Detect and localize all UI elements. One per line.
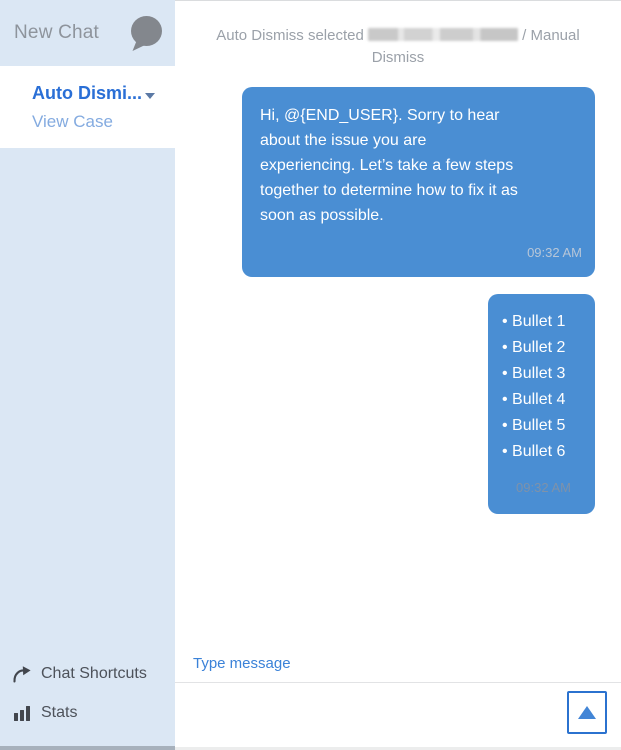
sidebar	[0, 0, 175, 750]
sidebar-item-chat-shortcuts[interactable]	[12, 665, 167, 683]
bullet-item: • Bullet 5	[502, 413, 585, 439]
bullet-item: • Bullet 2	[502, 335, 585, 361]
chat-bubble-icon	[129, 15, 163, 52]
up-triangle-icon	[578, 706, 596, 719]
send-row	[175, 683, 621, 747]
composer	[175, 643, 621, 747]
send-button[interactable]	[567, 691, 607, 734]
message-timestamp: 09:32 AM	[516, 480, 571, 495]
conversation-title-label: Auto Dismi...	[32, 83, 143, 103]
sidebar-item-label: Chat Shortcuts	[41, 665, 147, 682]
redacted-text	[368, 28, 518, 41]
bullet-item: • Bullet 1	[502, 309, 585, 335]
message-bubble-bullets	[488, 294, 595, 514]
message-line: together to determine how to fix it as	[260, 182, 518, 199]
sidebar-panel	[0, 148, 175, 750]
bar-chart-icon	[12, 706, 34, 721]
bullet-item: • Bullet 4	[502, 387, 585, 413]
conversation-title-dropdown[interactable]	[32, 83, 169, 104]
message-bubble-text	[242, 87, 595, 277]
new-chat-button[interactable]	[0, 0, 175, 66]
message-line: Hi, @{END_USER}. Sorry to hear	[260, 107, 500, 124]
message-list	[175, 69, 621, 643]
conversation-block	[0, 66, 175, 148]
chat-header-suffix: / Manual Dismiss	[371, 27, 580, 66]
bullet-item: • Bullet 6	[502, 439, 585, 465]
message-line: about the issue you are	[260, 132, 427, 149]
sidebar-item-label: Stats	[41, 704, 78, 721]
message-line: experiencing. Let’s take a few steps	[260, 157, 514, 174]
message-timestamp: 09:32 AM	[527, 245, 582, 260]
chat-header	[175, 1, 621, 69]
message-line: soon as possible.	[260, 207, 384, 224]
chat-header-prefix: Auto Dismiss selected	[216, 27, 364, 44]
message-input[interactable]	[193, 655, 609, 672]
bullet-item: • Bullet 3	[502, 361, 585, 387]
chat-main	[175, 0, 621, 750]
caret-down-icon	[145, 93, 155, 99]
new-chat-label: New Chat	[14, 22, 100, 43]
view-case-link[interactable]: View Case	[32, 112, 113, 131]
forward-arrow-icon	[12, 665, 34, 683]
sidebar-item-stats[interactable]	[12, 704, 167, 722]
